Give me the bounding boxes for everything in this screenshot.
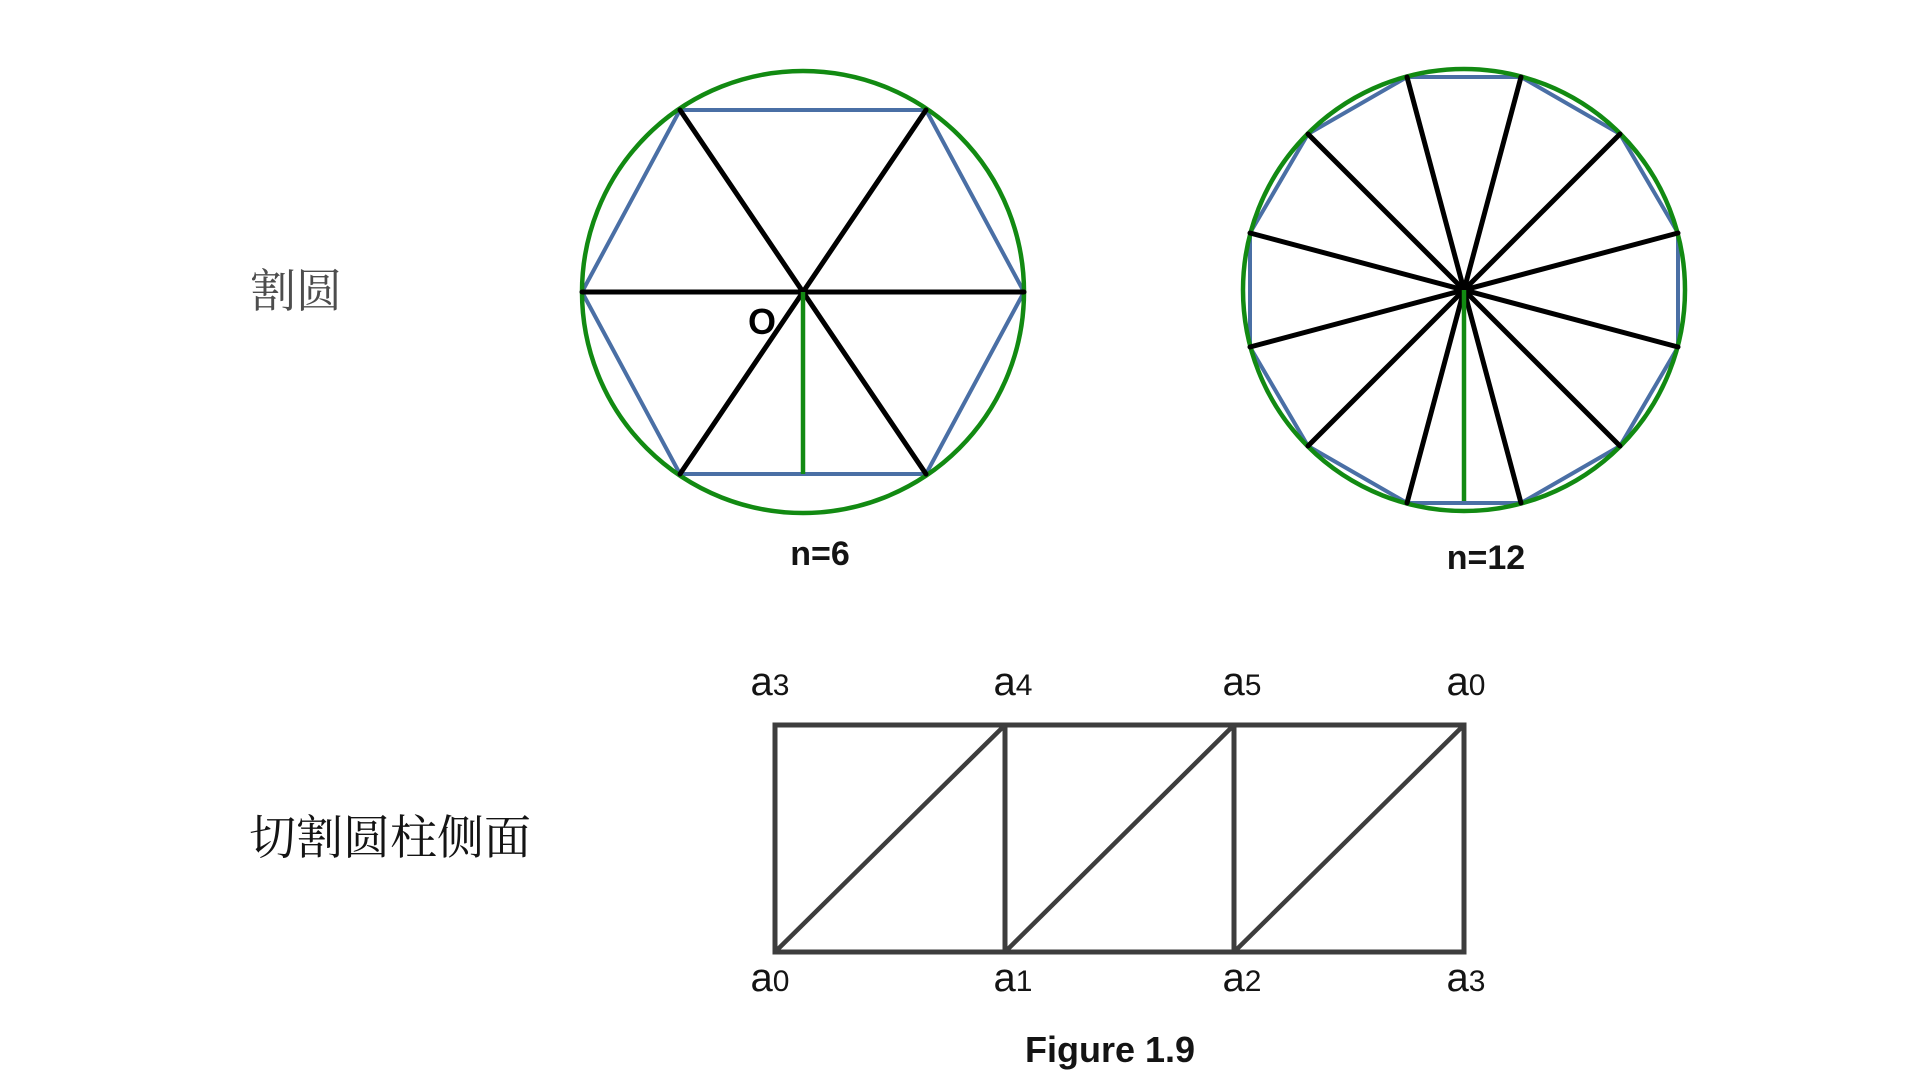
vertex-base: a [1446, 956, 1469, 1000]
cylinder-unroll-figure [775, 725, 1464, 952]
vertex-label-bottom-4 [1447, 958, 1486, 998]
section-title-cylinder-cutting: 切割圆柱侧面 [249, 811, 531, 864]
vertex-subscript: 0 [772, 965, 790, 998]
vertex-base: a [750, 956, 773, 1000]
vertex-base: a [993, 956, 1016, 1000]
vertex-base: a [1446, 660, 1469, 704]
unroll-diagonal-3 [1234, 725, 1464, 952]
caption-n12: n=12 [1446, 539, 1526, 577]
vertex-label-bottom-3 [1223, 958, 1262, 998]
figure-caption: Figure 1.9 [1024, 1029, 1196, 1070]
vertex-base: a [1222, 956, 1245, 1000]
dodecagon-figure [1243, 69, 1685, 511]
vertex-base: a [750, 660, 773, 704]
vertex-subscript: 1 [1015, 965, 1033, 998]
circle-center-label: O [748, 301, 777, 342]
vertex-base: a [1222, 660, 1245, 704]
vertex-base: a [993, 660, 1016, 704]
vertex-subscript: 0 [1468, 669, 1486, 702]
section-title-circle-cutting: 割圆 [250, 265, 342, 317]
vertex-subscript: 3 [772, 669, 790, 702]
vertex-label-bottom-1 [751, 958, 790, 998]
vertex-label-top-2 [994, 662, 1033, 702]
hexagon-figure [582, 71, 1024, 513]
unroll-diagonal-2 [1005, 725, 1234, 952]
vertex-subscript: 2 [1244, 965, 1262, 998]
vertex-label-top-3 [1223, 662, 1262, 702]
vertex-subscript: 4 [1015, 669, 1033, 702]
vertex-label-top-4 [1447, 662, 1486, 702]
vertex-subscript: 3 [1468, 965, 1486, 998]
caption-n6: n=6 [790, 535, 850, 573]
vertex-label-top-1 [751, 662, 790, 702]
unroll-diagonal-1 [775, 725, 1005, 952]
vertex-label-bottom-2 [994, 958, 1033, 998]
vertex-subscript: 5 [1244, 669, 1262, 702]
